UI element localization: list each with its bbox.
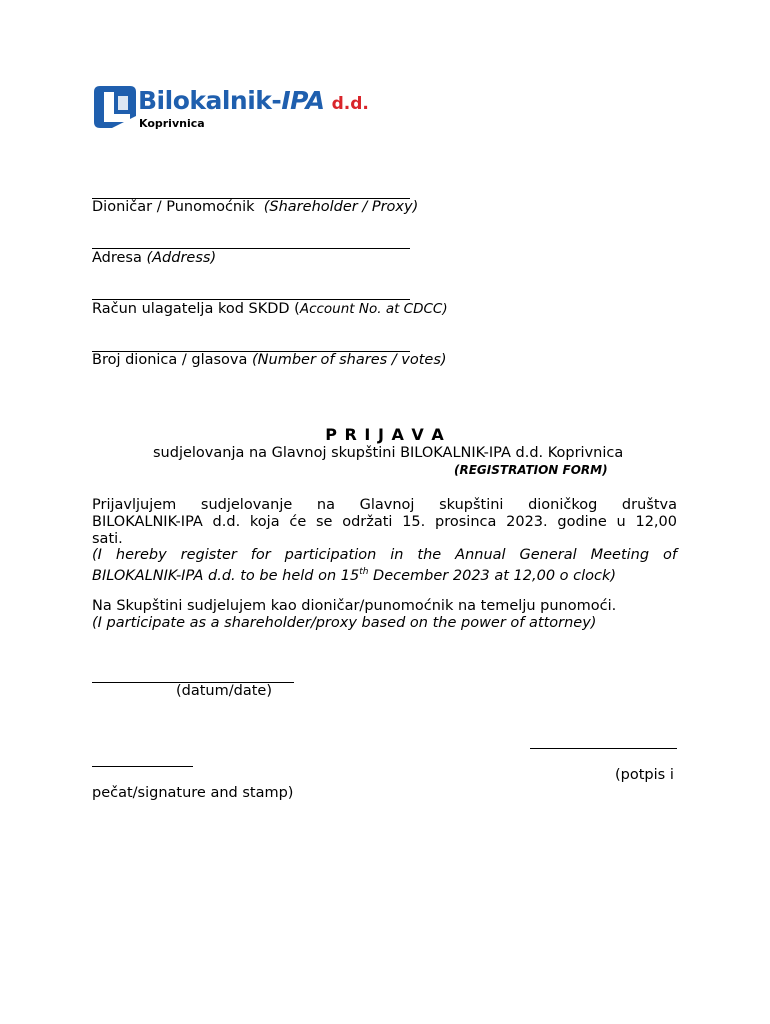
body-p1-line2: BILOKALNIK-IPA d.d. koja će se održati 15. prosinca 2023. godine u 12,00 xyxy=(92,514,677,530)
body-p1-en-line2-a: BILOKALNIK-IPA d.d. to be held on 15 xyxy=(92,567,360,584)
date-label: (datum/date) xyxy=(176,683,272,699)
body-p1-en-sup: th xyxy=(359,567,369,577)
body-p2-line1: Na Skupštini sudjelujem kao dioničar/punomoćnik na temelju punomoći. xyxy=(92,598,617,614)
field-shareholder-translation: (Shareholder / Proxy) xyxy=(263,199,419,215)
logo-mark-icon xyxy=(92,84,136,130)
field-shares-label: Broj dionica / glasova xyxy=(92,352,248,368)
field-account-translation: Account No. at CDCC) xyxy=(299,301,448,317)
field-line-account[interactable] xyxy=(92,299,410,300)
signature-label-a: (potpis i xyxy=(615,767,674,783)
body-p1-en-line1: (I hereby register for participation in the Annual General Meeting of xyxy=(92,547,677,563)
logo-city: Koprivnica xyxy=(139,117,205,130)
signature-label-b: pečat/signature and stamp) xyxy=(92,785,294,801)
logo-brand-suffix: IPA xyxy=(281,86,325,115)
field-shareholder-label: Dioničar / Punomoćnik xyxy=(92,199,255,215)
form-subtitle-en: (REGISTRATION FORM) xyxy=(454,463,608,477)
body-p2-en-line1: (I participate as a shareholder/proxy based on the power of attorney) xyxy=(92,615,597,631)
body-p1-line3: sati. xyxy=(92,531,123,547)
company-logo xyxy=(92,84,412,132)
field-account-label: Račun ulagatelja kod SKDD ( xyxy=(92,301,300,317)
signature-line-left[interactable] xyxy=(92,766,193,767)
field-line-address[interactable] xyxy=(92,248,410,249)
field-shares-translation: (Number of shares / votes) xyxy=(252,352,447,368)
body-p1-line1: Prijavljujem sudjelovanje na Glavnoj skupštini dioničkog društva xyxy=(92,497,677,513)
signature-line-right[interactable] xyxy=(530,748,677,749)
field-address xyxy=(92,250,216,267)
form-title: P R I J A V A xyxy=(325,425,445,444)
field-shareholder xyxy=(92,199,418,216)
field-address-label: Adresa xyxy=(92,250,142,266)
form-subtitle: sudjelovanja na Glavnoj skupštini BILOKALNIK-IPA d.d. Koprivnica xyxy=(153,445,624,461)
logo-company-type: d.d. xyxy=(331,94,369,114)
logo-brand-text: Bilokalnik- xyxy=(138,86,282,115)
body-p1-en-line2 xyxy=(92,564,616,585)
body-p1-en-line2-b: December 2023 at 12,00 o clock) xyxy=(368,567,617,584)
field-account xyxy=(92,301,448,318)
field-shares xyxy=(92,352,447,369)
field-address-translation: (Address) xyxy=(146,250,217,266)
